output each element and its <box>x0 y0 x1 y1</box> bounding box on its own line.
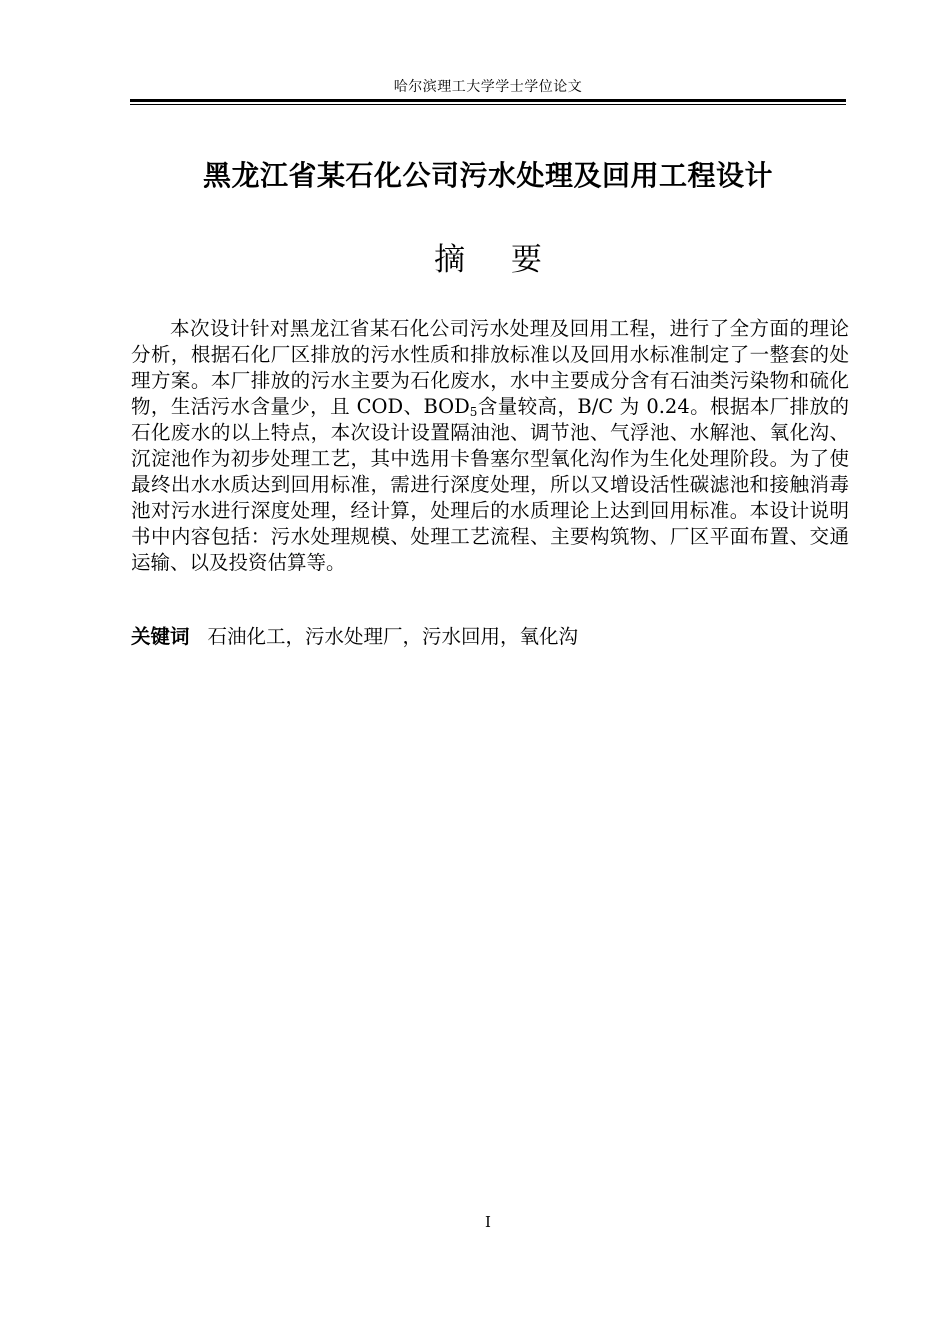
abstract-text-part-2: 含量较高，B/C 为 0.24。根据本厂排放的石化废水的以上特点，本次设计设置隔油池、调节池、气浮池、水解池、氧化沟、沉淀池作为初步处理工艺，其中选用卡鲁塞尔型氧化沟作为生化处理阶段。为了使最终出水水质达到回用标准，需进行深度处理，所以又增设活性碳滤池和接触消毒池对污水进行深度处理，经计算，处理后的水质理论上达到回用标准。本设计说明书中内容包括：污水处理规模、处理工艺流程、主要构筑物、厂区平面布置、交通运输、以及投资估算等。 <box>131 395 849 574</box>
header-rule-thin <box>130 104 846 105</box>
keywords-text: 石油化工，污水处理厂，污水回用，氧化沟 <box>207 625 579 648</box>
keywords-line <box>131 624 849 650</box>
page-number: I <box>485 1213 491 1231</box>
document-title: 黑龙江省某石化公司污水处理及回用工程设计 <box>202 159 773 192</box>
abstract-text-part-1: 本次设计针对黑龙江省某石化公司污水处理及回用工程，进行了全方面的理论分析，根据石化厂区排放的污水性质和排放标准以及回用水标准制定了一整套的处理方案。本厂排放的污水主要为石化废水，水中主要成分含有石油类污染物和硫化物，生活污水含量少，且 COD、BOD <box>131 317 849 418</box>
bod-subscript: 5 <box>469 405 478 419</box>
header-rule-thick <box>130 99 846 102</box>
abstract-heading: 摘 要 <box>434 242 560 278</box>
abstract-paragraph <box>131 316 849 576</box>
running-header: 哈尔滨理工大学学士学位论文 <box>393 79 583 95</box>
keywords-label: 关键词 <box>131 625 190 648</box>
